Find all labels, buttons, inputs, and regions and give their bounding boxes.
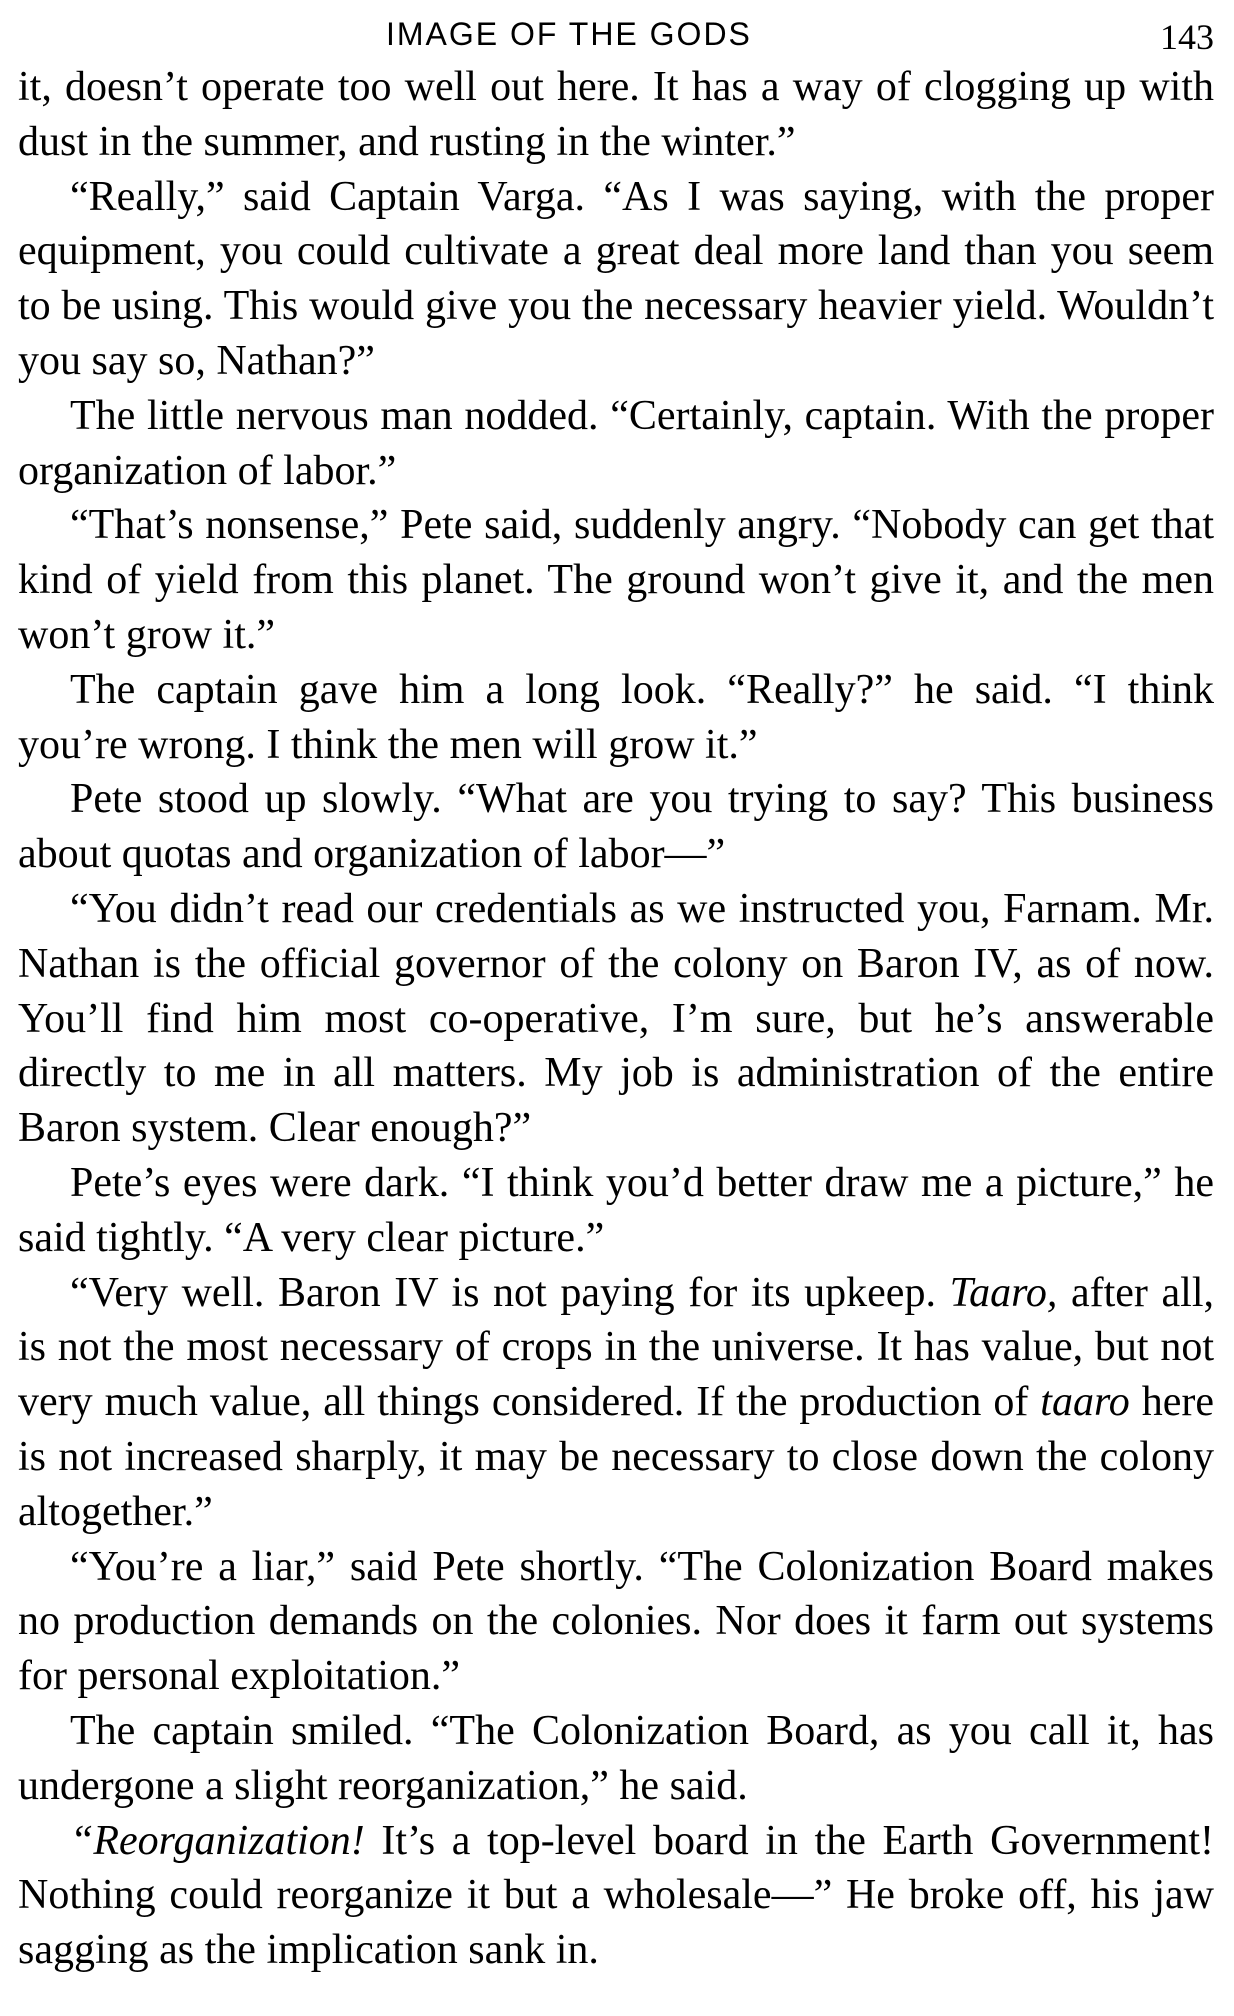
paragraph-12 (18, 1814, 1214, 1978)
paragraph-9-italic-taaro-1: Taaro, (949, 1269, 1058, 1316)
paragraph-9-text-c: here is not increased sharply, it may be necessary to close down the colony altogether.” (18, 1379, 1214, 1535)
paragraph-1: it, doesn’t operate too well out here. It has a way of clogging up with dust in the summer, and rusting in the winter.” (18, 64, 1214, 165)
paragraph-12-text: It’s a top-level board in the Earth Government! Nothing could reorganize it but a wholesale—” He broke off, his jaw sagging as the implication sank in. (18, 1817, 1214, 1974)
running-title: IMAGE OF THE GODS (386, 16, 752, 52)
paragraph-9-text-a: “Very well. Baron IV is not paying for its upkeep. (70, 1269, 950, 1316)
paragraph-7: “You didn’t read our credentials as we instructed you, Farnam. Mr. Nathan is the official governor of the colony on Baron IV, as of now. You’ll find him most co-operative, I’m sure, but he’s answerable directly to me in all matters. My job is administration of the entire Baron system. Clear enough?” (18, 885, 1214, 1152)
paragraph-11: The captain smiled. “The Colonization Board, as you call it, has undergone a slight reorganization,” he said. (18, 1707, 1214, 1809)
paragraph-4: “That’s nonsense,” Pete said, suddenly angry. “Nobody can get that kind of yield from this planet. The ground won’t give it, and the men won’t grow it.” (18, 502, 1214, 658)
book-page (18, 12, 1214, 1978)
paragraph-9-text-b: after all, is not the most necessary of crops in the universe. It has value, but not very much value, all things considered. If the production of (18, 1269, 1214, 1426)
paragraph-8: Pete’s eyes were dark. “I think you’d better draw me a picture,” he said tightly. “A very clear picture.” (18, 1159, 1214, 1261)
paragraph-9 (18, 1266, 1214, 1540)
paragraph-9-italic-taaro-2: taaro (1040, 1379, 1130, 1426)
body-text (18, 60, 1214, 1978)
paragraph-10: “You’re a liar,” said Pete shortly. “The Colonization Board makes no production demands on the colonies. Nor does it farm out systems for personal exploitation.” (18, 1543, 1214, 1700)
page-number: 143 (1160, 17, 1214, 57)
paragraph-3: The little nervous man nodded. “Certainly, captain. With the proper organization of labor.” (18, 392, 1214, 494)
running-head (18, 12, 1214, 56)
paragraph-5: The captain gave him a long look. “Really?” he said. “I think you’re wrong. I think the men will grow it.” (18, 666, 1214, 768)
paragraph-2: “Really,” said Captain Varga. “As I was saying, with the proper equipment, you could cultivate a great deal more land than you seem to be using. This would give you the necessary heavier yield. Wouldn’t you say so, Nathan?” (18, 173, 1214, 384)
paragraph-6: Pete stood up slowly. “What are you trying to say? This business about quotas and organization of labor—” (18, 776, 1214, 878)
paragraph-12-italic-reorganization: “Reorganization! (70, 1817, 365, 1864)
